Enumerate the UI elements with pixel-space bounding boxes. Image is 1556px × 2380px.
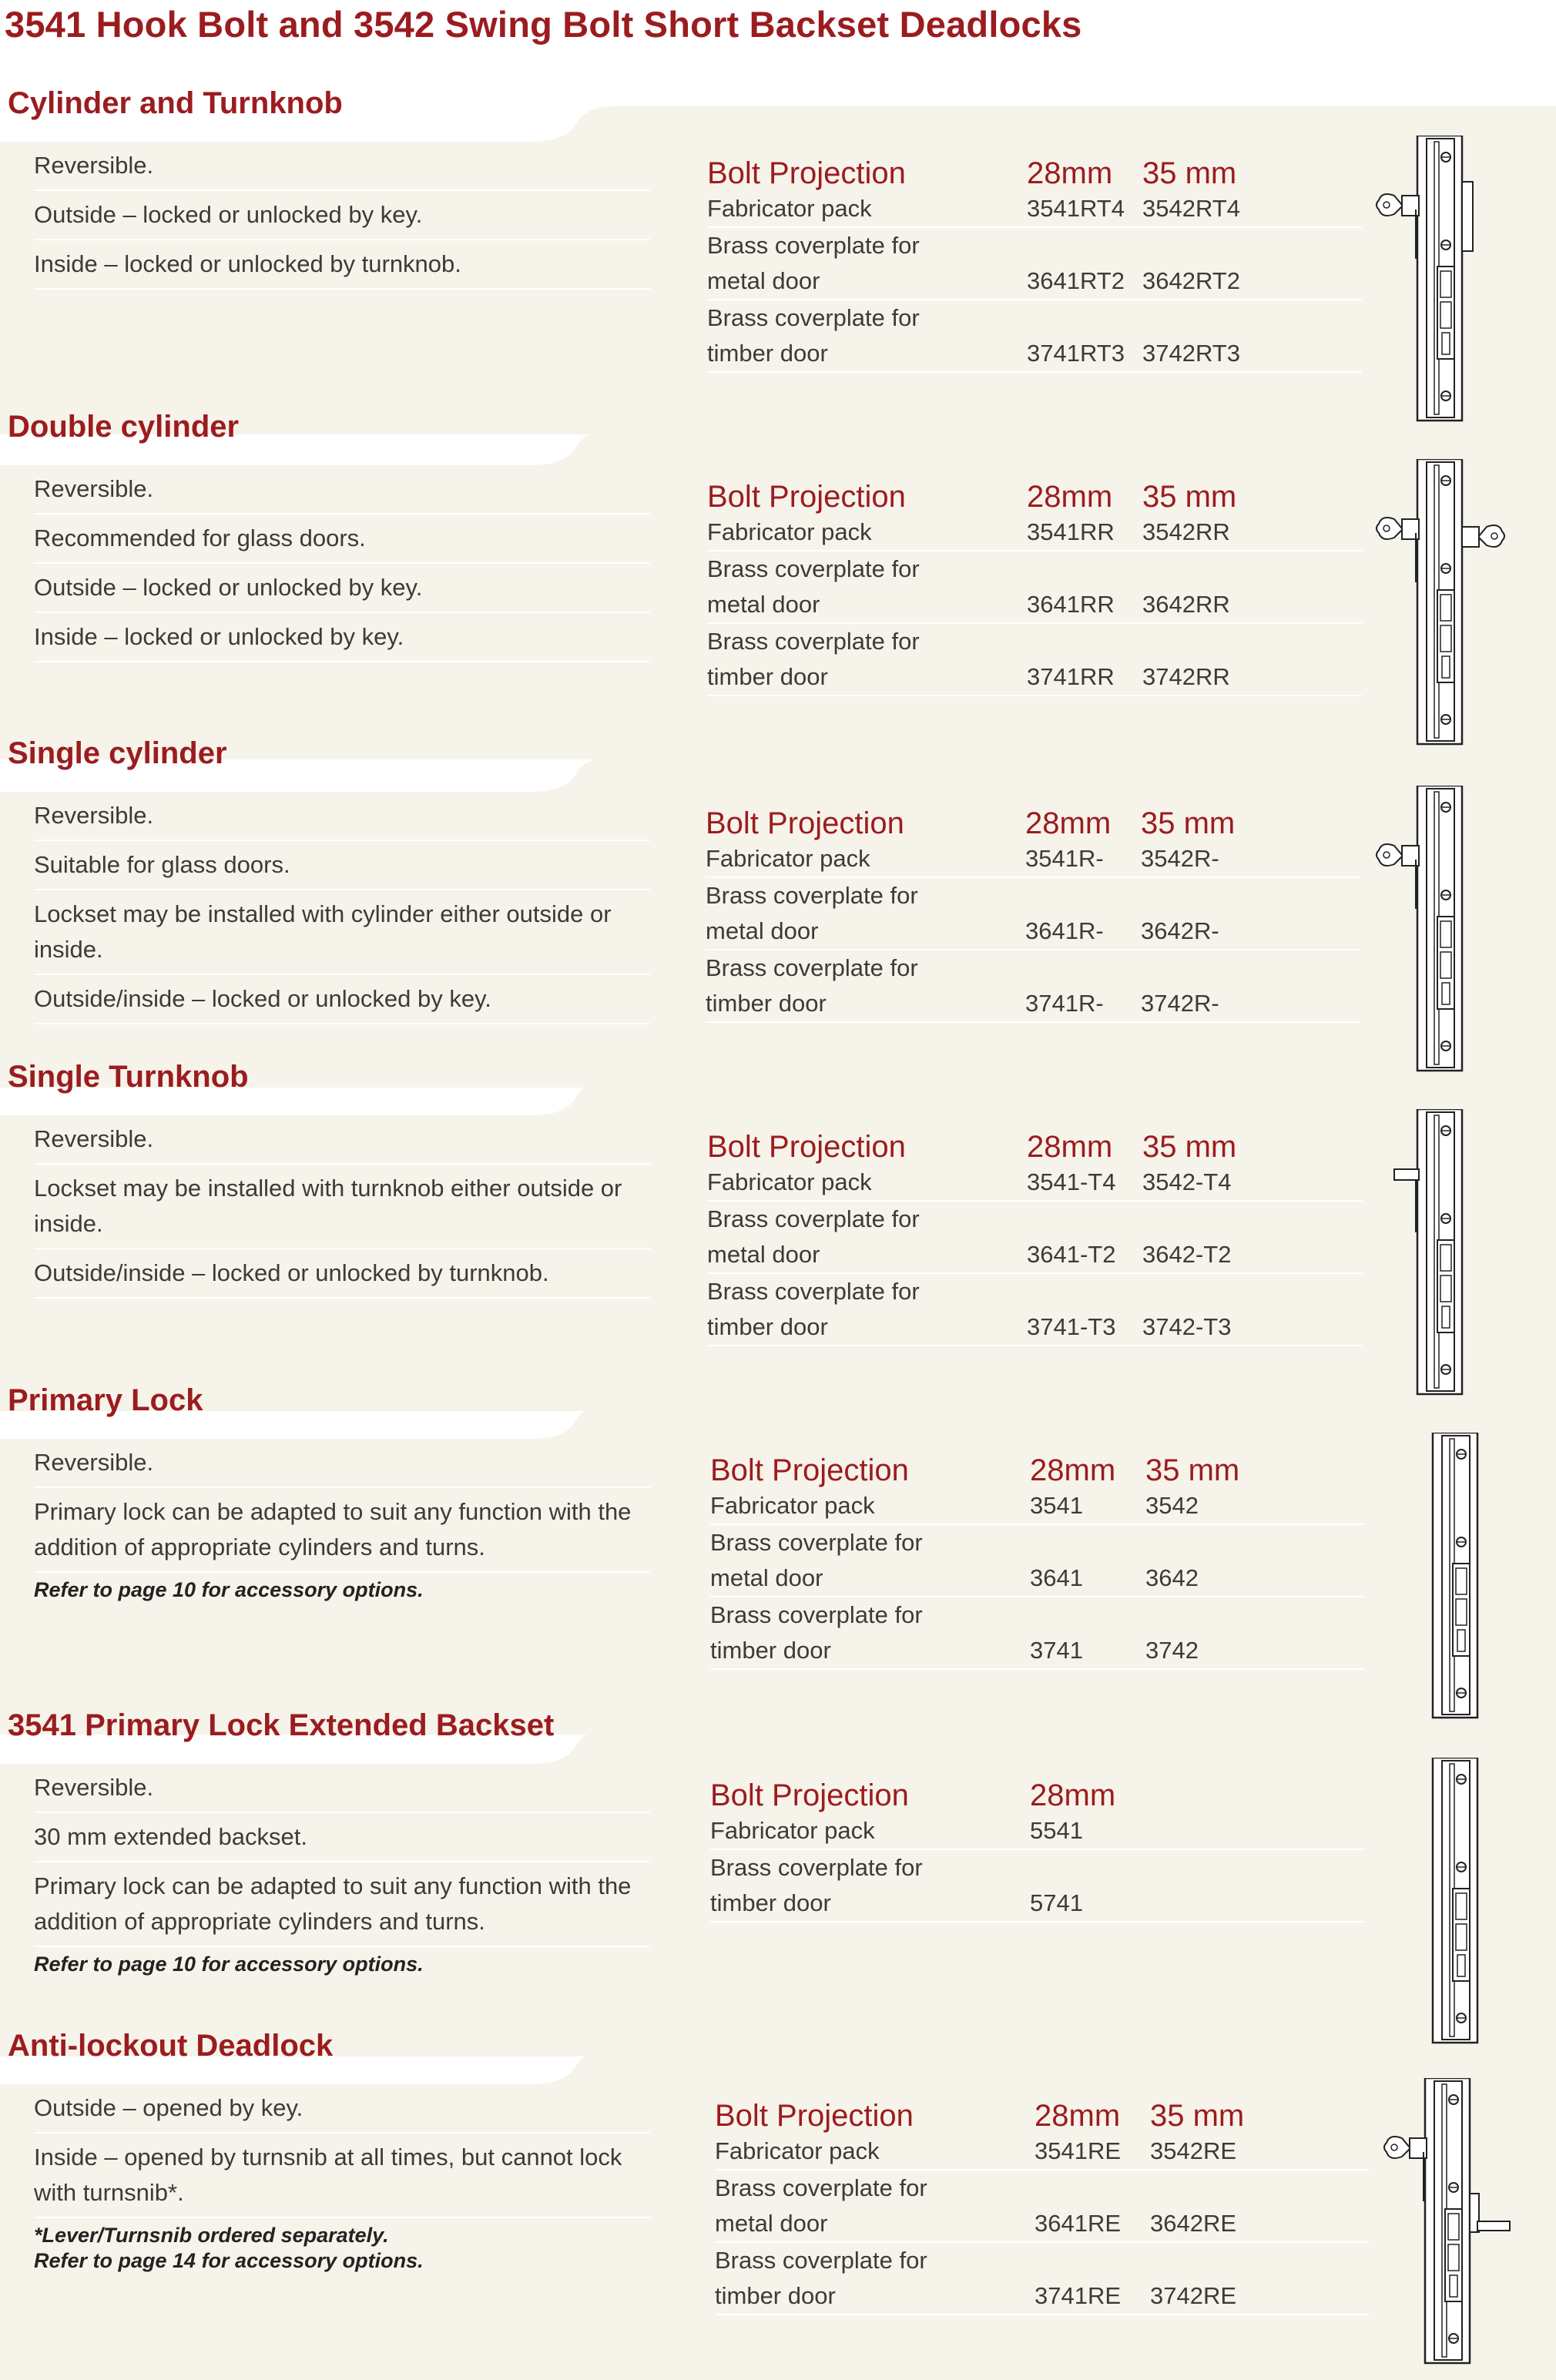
spec-header-row <box>710 1775 1365 1813</box>
section-tab-shape <box>0 736 1556 798</box>
col-28mm-label: 28mm <box>1025 806 1112 840</box>
metal-door-row <box>707 1237 1362 1274</box>
feature-item: Lockset may be installed with cylinder either outside or inside. <box>34 890 650 975</box>
metal-door-label: metal door <box>715 2210 828 2237</box>
feature-item: Inside – locked or unlocked by key. <box>34 613 650 662</box>
code-28mm: 3741RR <box>1027 663 1115 690</box>
bolt-projection-table <box>707 153 1362 373</box>
lock-diagram <box>1379 2078 1517 2365</box>
col-35mm-label: 35 mm <box>1141 806 1236 840</box>
code-28mm: 5541 <box>1030 1817 1083 1844</box>
fabricator-label: Fabricator pack <box>715 2137 880 2164</box>
timber-door-label: timber door <box>707 663 828 690</box>
metal-door-row-top <box>706 878 1360 913</box>
bolt-projection-table <box>710 1450 1365 1670</box>
brass-coverplate-label: Brass coverplate for <box>715 2174 927 2201</box>
fabricator-label: Fabricator pack <box>706 845 870 872</box>
metal-door-row <box>710 1560 1365 1597</box>
section-panel <box>0 1439 1556 1735</box>
section-panel <box>0 792 1556 1088</box>
code-28mm: 5741 <box>1030 1889 1083 1916</box>
timber-door-row-top <box>710 1597 1365 1633</box>
timber-door-label: timber door <box>707 340 828 367</box>
lock-diagram-svg <box>1371 136 1510 422</box>
code-28mm: 3741RE <box>1035 2282 1122 2309</box>
lock-diagram <box>1371 786 1510 1072</box>
lock-diagram <box>1387 1758 1525 2044</box>
bolt-projection-label: Bolt Projection <box>707 1130 906 1164</box>
metal-door-row-top <box>707 1202 1362 1237</box>
code-35mm: 3642RR <box>1142 591 1230 618</box>
code-35mm: 3542RE <box>1150 2137 1237 2164</box>
section-panel <box>0 142 1556 434</box>
timber-door-row <box>707 336 1362 373</box>
feature-item: Inside – locked or unlocked by turnknob. <box>34 240 650 290</box>
timber-door-row-top <box>706 950 1360 986</box>
feature-list <box>34 2084 650 2274</box>
bolt-projection-table <box>707 1126 1362 1346</box>
code-35mm: 3642RT2 <box>1142 267 1240 294</box>
lock-diagram-svg <box>1387 1433 1525 1719</box>
feature-item: Outside – locked or unlocked by key. <box>34 564 650 613</box>
col-35mm-label: 35 mm <box>1150 2099 1245 2133</box>
feature-item: Reversible. <box>34 465 650 515</box>
code-28mm: 3741-T3 <box>1027 1313 1116 1340</box>
metal-door-row-top <box>707 551 1362 587</box>
feature-item: 30 mm extended backset. <box>34 1813 650 1862</box>
code-35mm: 3642 <box>1145 1564 1199 1591</box>
code-35mm: 3742RT3 <box>1142 340 1240 367</box>
code-35mm: 3542-T4 <box>1142 1168 1232 1195</box>
section-heading: Single cylinder <box>8 736 227 770</box>
lock-diagram <box>1387 1433 1525 1719</box>
lock-diagram-svg <box>1371 1109 1510 1396</box>
code-28mm: 3741R- <box>1025 990 1104 1017</box>
timber-door-label: timber door <box>715 2282 836 2309</box>
feature-list <box>34 1764 650 1977</box>
metal-door-label: metal door <box>707 1241 820 1268</box>
fabricator-row <box>706 841 1360 878</box>
code-28mm: 3741 <box>1030 1637 1083 1664</box>
section-5 <box>0 1383 1556 1735</box>
spec-header-row <box>706 803 1360 841</box>
timber-door-row <box>707 659 1362 696</box>
fabricator-label: Fabricator pack <box>707 1168 872 1195</box>
code-28mm: 3541R- <box>1025 845 1104 872</box>
lock-diagram-svg <box>1379 2078 1517 2365</box>
brass-coverplate-label: Brass coverplate for <box>707 304 920 331</box>
bolt-projection-label: Bolt Projection <box>715 2099 914 2133</box>
timber-door-row-top <box>707 1274 1362 1309</box>
feature-item: Primary lock can be adapted to suit any function with the addition of appropriate cylinders and turns. <box>34 1488 650 1573</box>
code-35mm: 3742RR <box>1142 663 1230 690</box>
timber-door-row <box>710 1633 1365 1670</box>
fabricator-label: Fabricator pack <box>710 1817 875 1844</box>
feature-item: Lockset may be installed with turnknob either outside or inside. <box>34 1165 650 1249</box>
col-28mm-label: 28mm <box>1027 156 1113 190</box>
section-6 <box>0 1708 1556 2057</box>
section-3 <box>0 736 1556 1088</box>
metal-door-row-top <box>710 1525 1365 1560</box>
code-28mm: 3641 <box>1030 1564 1083 1591</box>
lock-diagram <box>1371 136 1510 422</box>
brass-coverplate-label: Brass coverplate for <box>706 954 918 981</box>
timber-door-row-top <box>710 1850 1365 1886</box>
metal-door-row-top <box>707 228 1362 263</box>
feature-item: Outside – opened by key. <box>34 2084 650 2134</box>
bolt-projection-label: Bolt Projection <box>710 1778 909 1812</box>
metal-door-label: metal door <box>707 267 820 294</box>
fabricator-row <box>707 191 1362 228</box>
code-35mm: 3642R- <box>1141 917 1219 944</box>
fabricator-row <box>710 1488 1365 1525</box>
timber-door-label: timber door <box>710 1637 831 1664</box>
metal-door-label: metal door <box>706 917 819 944</box>
col-35mm-label: 35 mm <box>1142 480 1237 514</box>
brass-coverplate-label: Brass coverplate for <box>715 2247 927 2274</box>
code-28mm: 3641R- <box>1025 917 1104 944</box>
brass-coverplate-label: Brass coverplate for <box>707 555 920 582</box>
col-28mm-label: 28mm <box>1035 2099 1121 2133</box>
spec-header-row <box>707 1126 1362 1165</box>
code-28mm: 3541RE <box>1035 2137 1122 2164</box>
code-35mm: 3742-T3 <box>1142 1313 1232 1340</box>
brass-coverplate-label: Brass coverplate for <box>710 1529 923 1556</box>
col-28mm-label: 28mm <box>1027 1130 1113 1164</box>
timber-door-label: timber door <box>710 1889 831 1916</box>
metal-door-label: metal door <box>707 591 820 618</box>
feature-item: Suitable for glass doors. <box>34 841 650 890</box>
timber-door-row <box>715 2278 1370 2315</box>
section-2 <box>0 410 1556 759</box>
code-35mm: 3742RE <box>1150 2282 1237 2309</box>
brass-coverplate-label: Brass coverplate for <box>710 1601 923 1628</box>
section-panel <box>0 1115 1556 1411</box>
code-28mm: 3641RE <box>1035 2210 1122 2237</box>
col-28mm-label: 28mm <box>1027 480 1113 514</box>
section-heading: 3541 Primary Lock Extended Backset <box>8 1708 555 1742</box>
code-28mm: 3541RT4 <box>1027 195 1125 222</box>
code-35mm: 3542R- <box>1141 845 1219 872</box>
lock-diagram-svg <box>1387 1758 1525 2044</box>
code-35mm: 3742 <box>1145 1637 1199 1664</box>
lock-diagram <box>1371 459 1510 746</box>
section-heading: Cylinder and Turnknob <box>8 86 343 120</box>
brass-coverplate-label: Brass coverplate for <box>707 232 920 259</box>
bolt-projection-label: Bolt Projection <box>707 480 906 514</box>
col-28mm-label: 28mm <box>1030 1778 1116 1812</box>
fabricator-row <box>710 1813 1365 1850</box>
metal-door-row-top <box>715 2170 1370 2206</box>
code-28mm: 3641-T2 <box>1027 1241 1116 1268</box>
brass-coverplate-label: Brass coverplate for <box>707 1205 920 1232</box>
bolt-projection-label: Bolt Projection <box>706 806 904 840</box>
spec-header-row <box>715 2095 1370 2134</box>
fabricator-label: Fabricator pack <box>707 518 872 545</box>
timber-door-row-top <box>707 624 1362 659</box>
feature-item: Inside – opened by turnsnib at all times, but cannot lock with turnsnib*. <box>34 2134 650 2218</box>
lock-diagram <box>1371 1109 1510 1396</box>
section-1 <box>0 86 1556 434</box>
feature-list <box>34 792 650 1024</box>
lock-diagram-svg <box>1371 786 1510 1072</box>
accessory-note: Refer to page 10 for accessory options. <box>34 1578 424 1601</box>
bolt-projection-label: Bolt Projection <box>710 1453 909 1487</box>
brass-coverplate-label: Brass coverplate for <box>710 1854 923 1881</box>
section-7 <box>0 2029 1556 2380</box>
feature-list <box>34 1115 650 1299</box>
timber-door-label: timber door <box>706 990 827 1017</box>
code-35mm: 3542RT4 <box>1142 195 1240 222</box>
section-heading: Double cylinder <box>8 410 240 444</box>
bolt-projection-table <box>706 803 1360 1023</box>
code-28mm: 3541RR <box>1027 518 1115 545</box>
bolt-projection-table <box>707 476 1362 696</box>
feature-list <box>34 1439 650 1603</box>
section-4 <box>0 1060 1556 1411</box>
fabricator-row <box>707 515 1362 551</box>
metal-door-row <box>715 2206 1370 2243</box>
col-28mm-label: 28mm <box>1030 1453 1116 1487</box>
feature-item: Reversible. <box>34 1115 650 1165</box>
spec-header-row <box>707 153 1362 191</box>
section-panel <box>0 1764 1556 2057</box>
bolt-projection-table <box>710 1775 1365 1922</box>
feature-item: Primary lock can be adapted to suit any function with the addition of appropriate cylinders and turns. <box>34 1862 650 1947</box>
accessory-note: *Lever/Turnsnib ordered separately. Refer to page 14 for accessory options. <box>34 2224 424 2272</box>
code-35mm: 3642RE <box>1150 2210 1237 2237</box>
fabricator-row <box>715 2134 1370 2170</box>
feature-item: Outside/inside – locked or unlocked by turnknob. <box>34 1249 650 1299</box>
col-35mm-label: 35 mm <box>1142 156 1237 190</box>
bolt-projection-label: Bolt Projection <box>707 156 906 190</box>
feature-item: Reversible. <box>34 1764 650 1813</box>
metal-door-row <box>707 263 1362 300</box>
code-28mm: 3741RT3 <box>1027 340 1125 367</box>
timber-door-row <box>706 986 1360 1023</box>
metal-door-row <box>706 913 1360 950</box>
fabricator-label: Fabricator pack <box>710 1492 875 1519</box>
brass-coverplate-label: Brass coverplate for <box>707 628 920 655</box>
page-title: 3541 Hook Bolt and 3542 Swing Bolt Short Backset Deadlocks <box>5 4 1082 45</box>
timber-door-row <box>710 1886 1365 1922</box>
code-28mm: 3541-T4 <box>1027 1168 1116 1195</box>
code-28mm: 3641RR <box>1027 591 1115 618</box>
spec-header-row <box>710 1450 1365 1488</box>
section-panel <box>0 2084 1556 2380</box>
timber-door-row <box>707 1309 1362 1346</box>
feature-item: Reversible. <box>34 1439 650 1488</box>
feature-item: Outside – locked or unlocked by key. <box>34 191 650 240</box>
code-28mm: 3641RT2 <box>1027 267 1125 294</box>
code-35mm: 3742R- <box>1141 990 1219 1017</box>
feature-item: Reversible. <box>34 142 650 191</box>
feature-item: Recommended for glass doors. <box>34 515 650 564</box>
spec-header-row <box>707 476 1362 515</box>
code-35mm: 3542RR <box>1142 518 1230 545</box>
section-tab-shape <box>0 1383 1556 1445</box>
section-panel <box>0 465 1556 759</box>
feature-item: Outside/inside – locked or unlocked by key. <box>34 975 650 1024</box>
fabricator-label: Fabricator pack <box>707 195 872 222</box>
code-35mm: 3542 <box>1145 1492 1199 1519</box>
col-35mm-label: 35 mm <box>1145 1453 1240 1487</box>
lock-diagram-svg <box>1371 459 1510 746</box>
section-heading: Anti-lockout Deadlock <box>8 2029 334 2063</box>
code-35mm: 3642-T2 <box>1142 1241 1232 1268</box>
timber-door-row-top <box>707 300 1362 336</box>
section-heading: Single Turnknob <box>8 1060 249 1094</box>
metal-door-row <box>707 587 1362 624</box>
timber-door-row-top <box>715 2243 1370 2278</box>
accessory-note: Refer to page 10 for accessory options. <box>34 1953 424 1976</box>
code-28mm: 3541 <box>1030 1492 1083 1519</box>
timber-door-label: timber door <box>707 1313 828 1340</box>
brass-coverplate-label: Brass coverplate for <box>706 882 918 909</box>
feature-item: Reversible. <box>34 792 650 841</box>
brass-coverplate-label: Brass coverplate for <box>707 1278 920 1305</box>
col-35mm-label: 35 mm <box>1142 1130 1237 1164</box>
bolt-projection-table <box>715 2095 1370 2315</box>
fabricator-row <box>707 1165 1362 1202</box>
feature-list <box>34 142 650 290</box>
section-heading: Primary Lock <box>8 1383 203 1417</box>
feature-list <box>34 465 650 662</box>
metal-door-label: metal door <box>710 1564 823 1591</box>
